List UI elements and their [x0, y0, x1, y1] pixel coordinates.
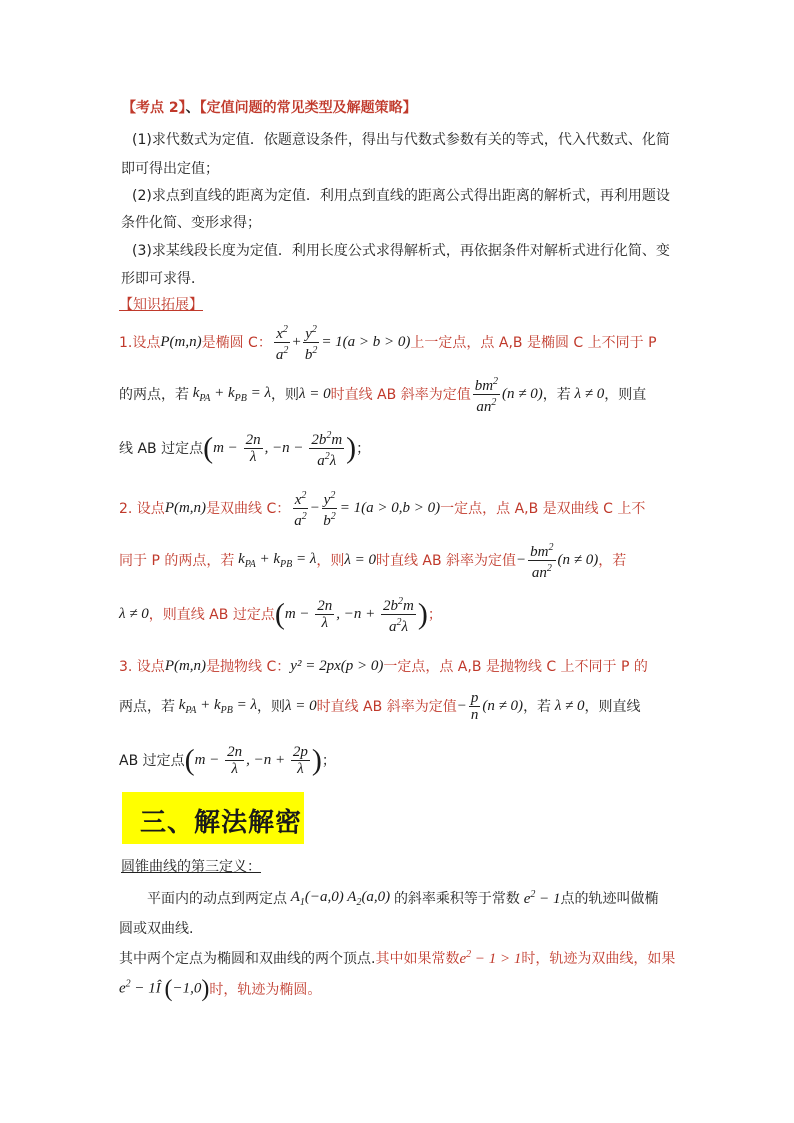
third-def-p1b: 的斜率乘积等于常数	[393, 891, 520, 907]
hyperbola-line-2	[119, 540, 626, 580]
strategy-3-line2: 形即可求得．	[121, 271, 205, 287]
third-def-line-2: 圆或双曲线.	[119, 921, 194, 937]
ellipse-line-3	[119, 426, 370, 470]
hyperbola-l3c: ；	[427, 607, 442, 623]
section-banner-title: 三、解法解密	[140, 808, 303, 838]
hyperbola-condition-e: $e^2 - 1 > 1$	[459, 948, 522, 967]
hyperbola-is: 是双曲线 C：	[206, 501, 291, 517]
parabola-l2a: 两点，若	[119, 699, 175, 715]
parabola-point: P(m,n)	[164, 657, 207, 674]
third-def-p3a: 其中两个定点为椭圆和双曲线的两个顶点.	[119, 951, 376, 967]
hyperbola-line-1	[119, 488, 645, 528]
parabola-prefix: 3. 设点	[119, 659, 165, 675]
knowledge-heading: 【知识拓展】	[119, 297, 203, 313]
parabola-l2b: ，则	[256, 699, 285, 715]
third-def-title: 圆锥曲线的第三定义：	[121, 859, 261, 875]
hyperbola-l2a: 同于 P 的两点，若	[119, 553, 235, 569]
parabola-line-1	[119, 652, 648, 680]
parabola-l3a: AB 过定点	[119, 753, 185, 769]
hyperbola-lambda-zero: λ = 0	[344, 551, 376, 568]
hyperbola-l2b: ，则	[316, 553, 345, 569]
parabola-lambda-nonzero: λ ≠ 0	[551, 697, 585, 714]
parabola-line-2	[119, 686, 641, 726]
hyperbola-suffix: 一定点，点 A,B 是双曲线 C 上不	[440, 501, 646, 517]
ellipse-l3a: 线 AB 过定点	[119, 441, 204, 457]
ellipse-line-2	[119, 374, 646, 414]
third-def-line-4	[119, 974, 321, 1004]
third-def-line-1	[147, 884, 658, 912]
hyperbola-l2c: 时直线 AB 斜率为定值	[375, 553, 517, 569]
parabola-is: 是抛物线 C：	[206, 659, 291, 675]
third-def-p1c: 点的轨迹叫做椭	[560, 891, 659, 907]
topic-title: 【定值问题的常见类型及解题策略】	[199, 100, 417, 116]
strategy-1-line2: 即可得出定值；	[121, 161, 219, 177]
hyperbola-slope-value: − $\frac{bm^2}{an^2}$	[516, 541, 554, 581]
lambda-nonzero: λ ≠ 0	[570, 385, 605, 402]
parabola-suffix: 一定点，点 A,B 是抛物线 C 上不同于 P 的	[383, 659, 648, 675]
hyperbola-l2e: ，若	[598, 553, 627, 569]
parabola-l2d: (n ≠ 0)	[482, 697, 524, 714]
strategy-2-line2: 条件化简、变形求得；	[121, 215, 261, 231]
strategy-1-line1: (1)求代数式为定值．依题意设条件，得出与代数式参数有关的等式，代入代数式、化简	[132, 132, 670, 148]
ellipse-condition: = 1(a > b > 0)	[321, 333, 411, 350]
ellipse-l2d: (n ≠ 0)	[502, 385, 543, 402]
hyperbola-point: P(m,n)	[164, 499, 207, 516]
ellipse-fixed-point: (m − $\frac{2n}{\lambda}$ , −n − $\frac{2b^2m}{a^2\lambda}$ )	[203, 429, 357, 469]
fixed-points: $A_1(-a,0)$ $A_2(a,0)$	[287, 888, 394, 908]
hyperbola-l3b: ，则直线 AB 过定点	[148, 607, 275, 623]
ellipse-equation: $\frac{x^2}{a^2}$ + $\frac{y^2}{b^2}$	[275, 323, 318, 363]
hyperbola-slope-sum: $k_{PA} + k_{PB} = \lambda$	[234, 550, 317, 570]
third-def-p4b: 时，轨迹为椭圆。	[209, 982, 322, 998]
ellipse-slope-value: $\frac{bm^2}{an^2}$	[474, 375, 499, 415]
ellipse-is: 是椭圆 C：	[201, 335, 272, 351]
strategy-2-line1: (2)求点到直线的距离为定值．利用点到直线的距离公式得出距离的解析式，再利用题设	[132, 188, 670, 204]
third-def-p3c: 时，轨迹为双曲线，如果	[521, 951, 676, 967]
parabola-l2f: ，则直线	[584, 699, 641, 715]
lambda-zero: λ = 0	[298, 385, 331, 402]
hyperbola-l2d: (n ≠ 0)	[557, 551, 599, 568]
ellipse-l2c: 时直线 AB 斜率为定值	[330, 387, 471, 403]
ellipse-condition-e: $e^2$ − 1Î (−1,0)	[119, 976, 210, 1002]
parabola-lambda-zero: λ = 0	[284, 697, 317, 714]
parabola-line-3	[119, 738, 336, 782]
section-banner	[122, 792, 304, 844]
parabola-l2c: 时直线 AB 斜率为定值	[316, 699, 457, 715]
hyperbola-lambda-nonzero: λ ≠ 0	[119, 605, 149, 622]
parabola-equation: y² = 2px(p > 0)	[290, 657, 384, 674]
ellipse-l3b: ；	[356, 441, 371, 457]
ellipse-l2b: ，则	[270, 387, 299, 403]
hyperbola-equation: $\frac{x^2}{a^2}$ − $\frac{y^2}{b^2}$	[294, 489, 336, 529]
parabola-fixed-point: (m − $\frac{2n}{\lambda}$ , −n + $\frac{2p}{\lambda}$ )	[184, 743, 322, 777]
hyperbola-line-3	[119, 592, 442, 636]
hyperbola-condition: = 1(a > 0,b > 0)	[339, 499, 441, 516]
topic-tag: 【考点 2】	[122, 100, 186, 116]
parabola-l3b: ；	[321, 753, 336, 769]
ellipse-line-1	[119, 322, 657, 362]
ellipse-suffix: 上一定点，点 A,B 是椭圆 C 上不同于 P	[410, 335, 657, 351]
parabola-slope-value: − $\frac{p}{n}$	[456, 689, 479, 723]
ellipse-prefix: 1.设点	[119, 335, 161, 351]
constant-e2: $e^2 - 1$	[519, 888, 561, 907]
ellipse-l2a: 的两点，若	[119, 387, 189, 403]
ellipse-point: P(m,n)	[160, 333, 202, 350]
parabola-l2e: ，若	[523, 699, 552, 715]
hyperbola-fixed-point: (m − $\frac{2n}{\lambda}$ , −n + $\frac{2b^2m}{a^2\lambda}$ )	[274, 595, 428, 635]
ellipse-l2e: ，若	[542, 387, 571, 403]
topic-heading	[122, 97, 417, 117]
ellipse-l2f: ，则直	[604, 387, 647, 403]
third-def-line-3	[119, 944, 675, 972]
third-def-p3b: 其中如果常数	[375, 951, 460, 967]
strategy-3-line1: (3)求某线段长度为定值．利用长度公式求得解析式，再依据条件对解析式进行化简、变	[132, 243, 670, 259]
slope-sum: $k_{PA} + k_{PB} = \lambda$	[189, 384, 271, 404]
hyperbola-prefix: 2. 设点	[119, 501, 165, 517]
topic-sep: 、	[185, 100, 200, 116]
third-def-p1a: 平面内的动点到两定点	[147, 891, 287, 907]
parabola-slope-sum: $k_{PA} + k_{PB} = \lambda$	[175, 696, 257, 716]
